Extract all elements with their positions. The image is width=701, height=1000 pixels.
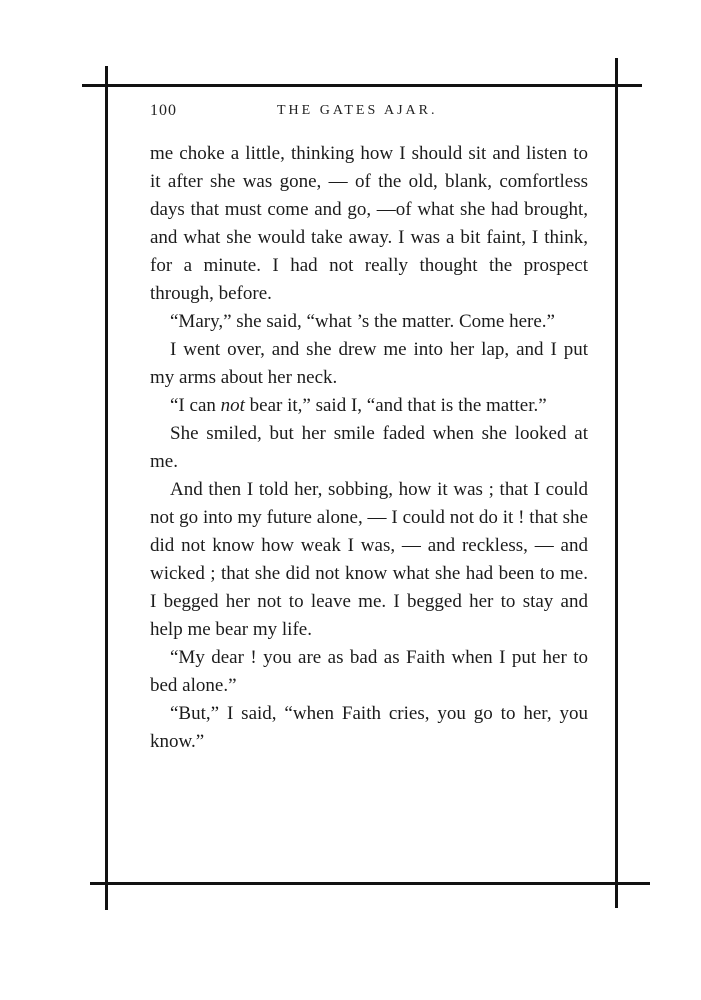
paragraph-text: “I can (170, 395, 221, 416)
running-header (150, 102, 588, 126)
paragraph-text: bear it,” said I, “and that is the matter.” (244, 395, 547, 416)
paragraph-with-emphasis (150, 392, 588, 420)
left-border-rule (105, 66, 108, 910)
bottom-border-rule (90, 882, 650, 885)
emphasized-word: not (220, 395, 245, 416)
paragraph: I went over, and she drew me into her lap, and I put my arms about her neck. (150, 339, 588, 388)
paragraph: And then I told her, sobbing, how it was ; that I could not go into my future alone, — I could not do it ! that she did not know how weak I was, — and reckless, — and wicked ; that she did not know what she had been to me. I begged her not to leave me. I begged her to stay and help me bear my life. (150, 479, 588, 640)
paragraph: “But,” I said, “when Faith cries, you go to her, you know.” (150, 703, 588, 752)
top-border-rule (82, 84, 642, 87)
running-title: THE GATES AJAR. (277, 103, 438, 118)
page-number: 100 (150, 102, 177, 119)
paragraph: “My dear ! you are as bad as Faith when I put her to bed alone.” (150, 647, 588, 696)
right-border-rule (615, 58, 618, 908)
body-text (150, 140, 588, 756)
paragraph-continued: me choke a little, thinking how I should sit and listen to it after she was gone, — of the old, blank, comfortless days that must come and go, —of what she had brought, and what she would take away. I was a bit faint, I think, for a minute. I had not really thought the prospect through, before. (150, 143, 588, 304)
paragraph: She smiled, but her smile faded when she looked at me. (150, 423, 588, 472)
paragraph: “Mary,” she said, “what ’s the matter. Come here.” (170, 311, 555, 332)
